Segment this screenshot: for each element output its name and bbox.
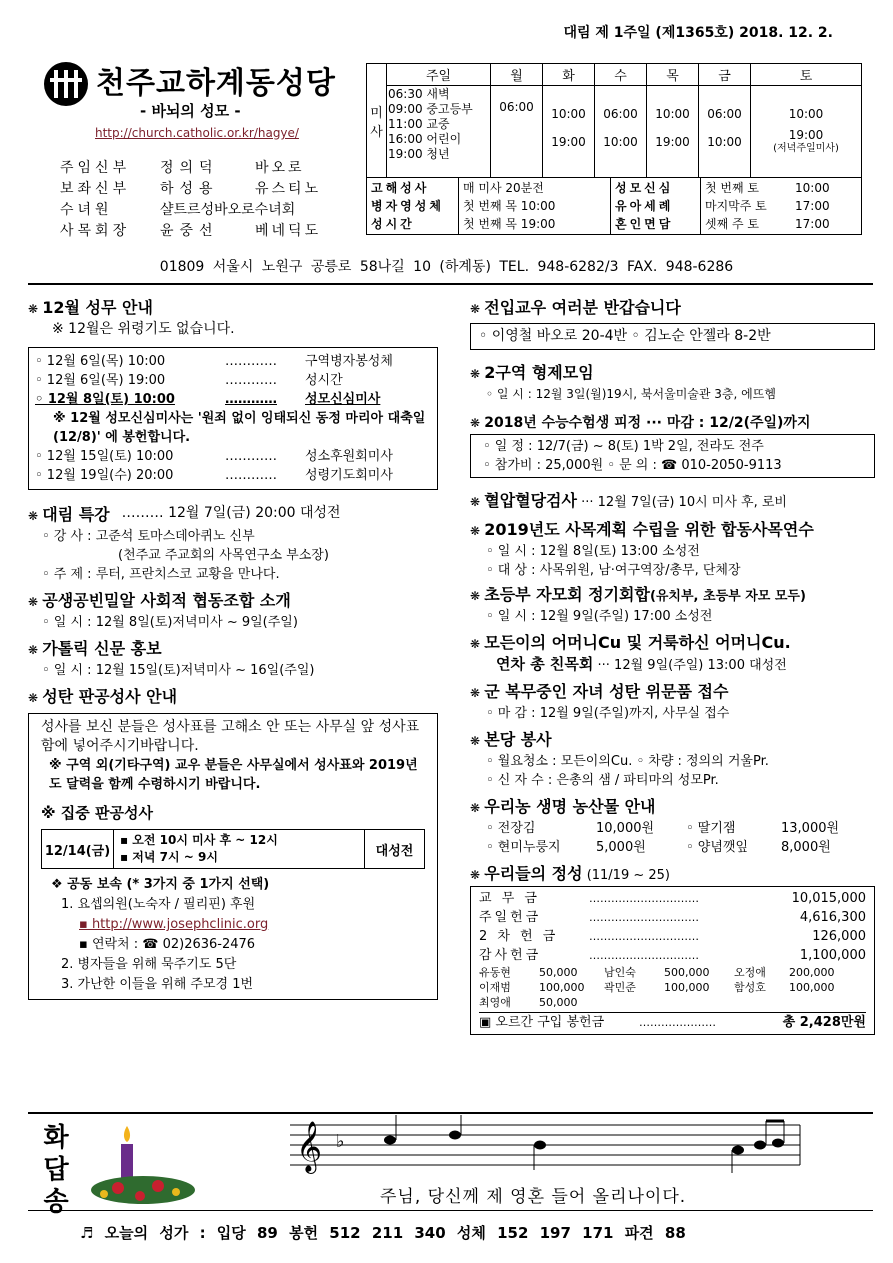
list-item: ◦ 12월 19일(수) 20:00 ………… 성령기도회미사 [35, 468, 393, 483]
hymn-numbers: ♬ 오늘의 성가 : 입당 89 봉헌 512 211 340 성체 152 197 171 파견 88 [80, 1224, 686, 1242]
section-title: ❋ 12월 성무 안내 [28, 297, 438, 320]
penance-list: ❖ 공동 보속 (* 3가지 중 1가지 선택) 1. 요셉의원(노숙자 / 필리핀) 후원 ▪ http://www.josephclinic.org ▪ 연락처 : ☎ 02)2636-2476 2. 병자들을 위해 묵주기도 5단 3. 가난한 이들을 위해 주모경 1번 [41, 875, 425, 995]
divider [28, 1210, 873, 1211]
address-line: 01809 서울시 노원구 공릉로 58나길 10 (하계동) TEL. 948-6282/3 FAX. 948-6286 [159, 259, 734, 275]
schedule-box [28, 347, 438, 490]
newcomers-box: ◦ 이영철 바오로 20-4반 ◦ 김노순 안젤라 8-2반 [470, 323, 875, 350]
section-title: ❋ 군 복무중인 자녀 성탄 위문품 접수 [470, 681, 875, 704]
responsorial-label: 화 답 송 [43, 1123, 69, 1217]
wed-times: 06:00 10:00 [595, 86, 647, 178]
fri-times: 06:00 10:00 [699, 86, 751, 178]
section-title: ❋ 혈압혈당검사 [470, 491, 577, 510]
section-title: ❋ 2구역 형제모임 [470, 362, 875, 385]
staff-row: 수녀원 샬트르성바오로수녀회 [60, 202, 296, 218]
parish-logo [44, 62, 88, 106]
list-item: ◦ 12월 15일(토) 10:00 ………… 성소후원회미사 [35, 449, 393, 464]
section-title: ❋ 모든이의 어머니Cu 및 거룩하신 어머니Cu. [470, 632, 875, 655]
section-title: ❋ 대림 특강 [28, 504, 110, 527]
svg-text:♭: ♭ [336, 1131, 345, 1152]
parish-url[interactable]: http://church.catholic.or.kr/hagye/ [95, 126, 299, 140]
staff-row: 사목회장 윤중선 베네딕도 [60, 223, 322, 239]
section-title: ❋ 성탄 판공성사 안내 [28, 686, 438, 709]
day-header: 토 [751, 64, 862, 86]
advent-candle-icon [88, 1118, 198, 1206]
clinic-link[interactable]: ▪ http://www.josephclinic.org [79, 917, 269, 932]
section-title: ❋ 2019년도 사목계획 수립을 위한 합동사목연수 [470, 519, 875, 542]
mass-label: 미사 [367, 64, 387, 178]
section-title: ❋ 가톨릭 신문 홍보 [28, 638, 438, 661]
list-item: ◦ 12월 6일(목) 10:00 ………… 구역병자봉성체 [35, 354, 393, 369]
svg-text:𝄞: 𝄞 [296, 1121, 323, 1172]
section-title: ❋ 본당 봉사 [470, 729, 875, 752]
section-title: ❋ 2018년 수능수험생 피정 ··· 마감 : 12/2(주일)까지 [470, 412, 875, 434]
day-header: 수 [595, 64, 647, 86]
thu-times: 10:00 19:00 [647, 86, 699, 178]
section-title: ❋ 우리농 생명 농산물 안내 [470, 796, 875, 819]
confession-box: 성사를 보신 분들은 성사표를 고해소 안 또는 사무실 앞 성사표함에 넣어주시기바랍니다. ※ 구역 외(기타구역) 교우 분들은 사무실에서 성사표와 2019년도 달력을 함께 수령하시기 바랍니다. ※ 집중 판공성사 12/14(금) ▪ 오전 10시 미사 후 ~ 12시 ▪ 저녁 7시 ~ 9시 대성전 ❖ 공동 보속 (* 3가지 중 1가지 선택) 1. 요셉의원(노숙자 / 필리핀) 후원 ▪ http://www.josephclinic.org ▪ 연락처 : ☎ 02)2636-2476 2. 병자들을 위해 묵주기도 5단 3. 가난한 이들을 위해 주모경 1번 [28, 713, 438, 1000]
music-staff [290, 1115, 810, 1175]
section-title: ❋ 전입교우 여러분 반갑습니다 [470, 297, 875, 320]
mass-schedule-table [366, 63, 862, 178]
day-header: 목 [647, 64, 699, 86]
sunday-times: 06:30 새벽 09:00 중고등부 11:00 교중 16:00 어린이 19:00 청년 [387, 86, 491, 178]
note: ※ 12월은 위령기도 없습니다. [52, 321, 235, 337]
section-title: ❋ 공생공빈밀알 사회적 협동조합 소개 [28, 590, 438, 613]
offering-box: 교 무 금 ………………………… 10,015,000 주일헌금 ………………………… 4,616,300 2 차 헌 금 ………………………… 126,000 감사헌금 ………………………… 1,100,000 유동현 50,000 남인숙 500,000 오정애 200,000 이재범 100,000 곽민준 100,000 함성호 100,000 최영애 50,000 ▣ 오르간 구입 봉헌금 ………………… 총 2,428만원 [470, 886, 875, 1035]
special-note: ※ 12월 성모신심미사는 '원죄 없이 잉태되신 동정 마리아 대축일(12/8)' 에 봉헌합니다. [53, 411, 426, 445]
divider [28, 283, 873, 285]
day-header: 월 [491, 64, 543, 86]
section-title: ❋ 초등부 자모회 정기회합 [470, 585, 650, 604]
left-column: ❋ 12월 성무 안내 ※ 12월은 위령기도 없습니다. ◦ 12월 6일(목) 10:00 ………… 구역병자봉성체 ◦ 12월 6일(목) 19:00 ………… 성시간 ◦ 12월 8일(토) 10:00 ………… 성모신심미사 ※ 12월 성모신심미사는 '원죄 없이 잉태되신 동정 마리아 대축일(12/8)' 에 봉헌합니다. ◦ 12월 15일(토) 10:00 ………… 성소후원회미사 ◦ 12월 19일(수) 20:00 ………… 성령기도회미사 ❋ 대림 특강 ……… 12월 7일(금) 20:00 대성전 ◦ 강 사 : 고준석 토마스데아퀴노 신부 (천주교 주교회의 사목연구소 부소장) ◦ 주 제 : 루터, 프란치스코 교황을 만나다. ❋ 공생공빈밀알 사회적 협동조합 소개 ◦ 일 시 : 12월 8일(토)저녁미사 ~ 9일(주일) ❋ 가톨릭 신문 홍보 ◦ 일 시 : 12월 15일(토)저녁미사 ~ 16일(주일) ❋ 성탄 판공성사 안내 성사를 보신 분들은 성사표를 고해소 안 또는 사무실 앞 성사표함에 넣어주시기바랍니다. ※ 구역 외(기타구역) 교우 분들은 사무실에서 성사표와 2019년도 달력을 함께 수령하시기 바랍니다. ※ 집중 판공성사 12/14(금) ▪ 오전 10시 미사 후 ~ 12시 ▪ 저녁 7시 ~ 9시 대성전 ❖ 공동 보속 (* 3가지 중 1가지 선택) 1. 요셉의원(노숙자 / 필리핀) 후원 ▪ http://www.josephclinic.org ▪ 연락처 : ☎ 02)2636-2476 2. 병자들을 위해 묵주기도 5단 3. 가난한 이들을 위해 주모경 1번 [28, 297, 438, 1000]
list-item: ◦ 12월 6일(목) 19:00 ………… 성시간 [35, 373, 343, 388]
right-column: ❋ 전입교우 여러분 반갑습니다 ◦ 이영철 바오로 20-4반 ◦ 김노순 안젤라 8-2반 ❋ 2구역 형제모임 ◦ 일 시 : 12월 3일(월)19시, 북서울미술관 3층, 에뜨헴 ❋ 2018년 수능수험생 피정 ··· 마감 : 12/2(주일)까지 ◦ 일 정 : 12/7(금) ~ 8(토) 1박 2일, 전라도 전주 ◦ 참가비 : 25,000원 ◦ 문 의 : ☎ 010-2050-9113 ❋ 혈압혈당검사 ··· 12월 7일(금) 10시 미사 후, 로비 ❋ 2019년도 사목계획 수립을 위한 합동사목연수 ◦ 일 시 : 12월 8일(토) 13:00 소성전 ◦ 대 상 : 사목위원, 남·여구역장/총무, 단체장 ❋ 초등부 자모회 정기회합(유치부, 초등부 자모 모두) ◦ 일 시 : 12월 9일(주일) 17:00 소성전 ❋ 모든이의 어머니Cu 및 거룩하신 어머니Cu. 연차 총 친목회 ··· 12월 9일(주일) 13:00 대성전 ❋ 군 복무중인 자녀 성탄 위문품 접수 ◦ 마 감 : 12월 9일(주일)까지, 사무실 접수 ❋ 본당 봉사 ◦ 월요청소 : 모든이의Cu. ◦ 차량 : 정의의 거울Pr. ◦ 신 자 수 : 은총의 샘 / 파티마의 성모Pr. ❋ 우리농 생명 농산물 안내 ◦ 전장김 10,000원 ◦ 딸기잼 13,000원 ◦ 현미누룽지 5,000원 ◦ 양념깻잎 8,000원 ❋ 우리들의 정성 (11/19 ~ 25) 교 무 금 ………………………… 10,015,000 주일헌금 ………………………… 4,616,300 2 차 헌 금 ………………………… 126,000 감사헌금 ………………………… 1,100,000 유동현 50,000 남인숙 500,000 오정애 200,000 이재범 100,000 곽민준 100,000 함성호 100,000 최영애 50,000 ▣ 오르간 구입 봉헌금 ………………… 총 2,428만원 [470, 297, 875, 1035]
day-header: 화 [543, 64, 595, 86]
retreat-box: ◦ 일 정 : 12/7(금) ~ 8(토) 1박 2일, 전라도 전주 ◦ 참가비 : 25,000원 ◦ 문 의 : ☎ 010-2050-9113 [470, 434, 875, 478]
divider [28, 1112, 873, 1114]
staff-row: 주임신부 정의덕 바오로 [60, 160, 305, 176]
list-item: ◦ 12월 8일(토) 10:00 ………… 성모신심미사 [35, 392, 381, 407]
day-header: 금 [699, 64, 751, 86]
parish-title: 천주교하계동성당 [96, 66, 336, 101]
confession-time-table: 12/14(금) ▪ 오전 10시 미사 후 ~ 12시 ▪ 저녁 7시 ~ 9시 대성전 [41, 829, 425, 869]
tue-times: 10:00 19:00 [543, 86, 595, 178]
section-title: ❋ 우리들의 정성 [470, 864, 583, 883]
sat-times: 10:00 19:00 (저녁주일미사) [751, 86, 862, 178]
staff-row: 보좌신부 하성용 유스티노 [60, 181, 322, 197]
parish-subtitle: - 바뇌의 성모 - [140, 102, 241, 120]
advent-wreath-image [88, 1118, 198, 1206]
staff-list [60, 158, 350, 242]
cross-icon [44, 62, 88, 106]
music-notes-icon [290, 1115, 810, 1175]
sacrament-info: 고해성사 병자영성체 성시간 매 미사 20분전 첫 번째 목 10:00 첫 번째 목 19:00 성모신심 유아세례 혼인면담 첫 번째 토 마지막주 토 셋째 주 토 10:00 17:00 17:00 [366, 177, 862, 235]
responsorial-lyric: 주님, 당신께 제 영혼 들어 올리나이다. [380, 1187, 687, 1207]
issue-line: 대림 제 1주일 (제1365호) 2018. 12. 2. [563, 25, 833, 41]
day-header: 주일 [387, 64, 491, 86]
mon-times: 06:00 [491, 86, 543, 178]
